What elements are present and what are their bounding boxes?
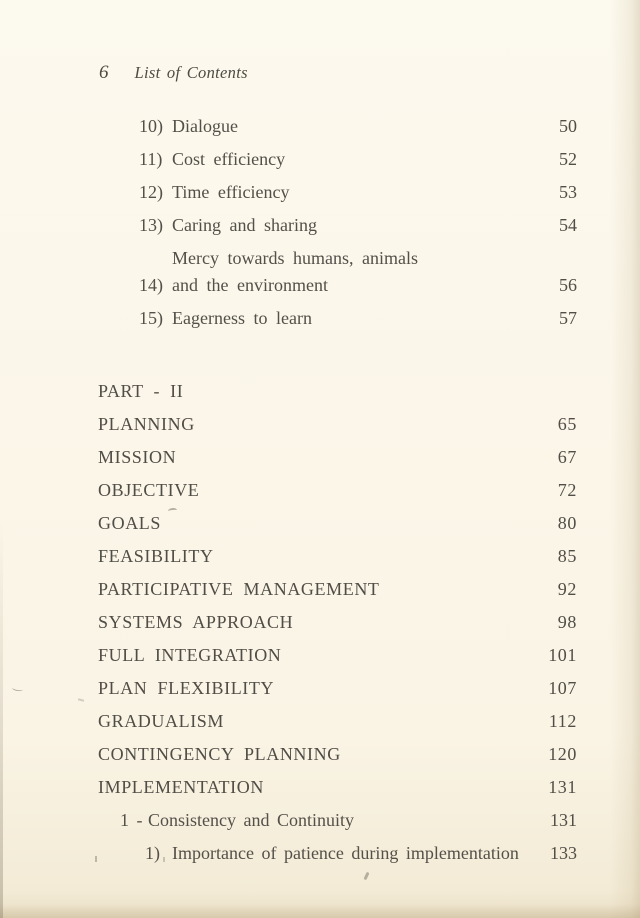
entry-label: Time efficiency [172, 182, 290, 202]
entry-label: FEASIBILITY [98, 546, 214, 566]
entry-page-number: 107 [548, 678, 577, 698]
entry-page-number: 72 [557, 480, 577, 500]
toc-entry [98, 573, 577, 606]
part-heading [98, 375, 577, 408]
toc-entry [98, 507, 577, 540]
entry-page-number: 112 [548, 711, 577, 731]
toc-entry [145, 837, 577, 870]
entry-label: PLAN FLEXIBILITY [98, 678, 275, 698]
entry-label: OBJECTIVE [98, 480, 200, 500]
toc-entry [98, 672, 577, 705]
entry-page-number: 85 [557, 546, 577, 566]
entry-page-number: 50 [559, 116, 577, 136]
toc-entry [98, 606, 577, 639]
entry-page-number: 53 [559, 182, 577, 202]
entry-page-number: 57 [559, 308, 577, 328]
toc-entry [120, 804, 577, 837]
toc-entry [98, 705, 577, 738]
toc-entry [98, 771, 577, 804]
entry-label: PARTICIPATIVE MANAGEMENT [98, 579, 380, 599]
entry-page-number: 120 [548, 744, 577, 764]
entry-label: CONTINGENCY PLANNING [98, 744, 341, 764]
entry-label: SYSTEMS APPROACH [98, 612, 294, 632]
running-title: List of Contents [134, 63, 248, 82]
toc-entry [98, 441, 577, 474]
entry-number: 13) [139, 215, 163, 235]
entry-page-number: 101 [548, 645, 577, 665]
entry-page-number: 80 [557, 513, 577, 533]
entry-number: 1 - [120, 810, 143, 830]
entry-page-number: 92 [557, 579, 577, 599]
entry-page-number: 56 [559, 275, 577, 295]
scan-shadow-right [610, 0, 640, 918]
toc-entry [139, 110, 577, 143]
table-of-contents [98, 110, 577, 870]
toc-entry [98, 738, 577, 771]
toc-entry [139, 143, 577, 176]
entry-page-number: 131 [548, 777, 577, 797]
entry-label: GRADUALISM [98, 711, 225, 731]
entry-number: 10) [139, 116, 163, 136]
toc-entry [98, 540, 577, 573]
toc-entry [98, 408, 577, 441]
scan-artifact [12, 685, 24, 692]
entry-page-number: 98 [557, 612, 577, 632]
toc-entry [139, 242, 577, 302]
entry-label: GOALS [98, 513, 162, 533]
entry-label-line1: Mercy towards humans, animals [172, 248, 418, 268]
entry-page-number: 131 [550, 810, 577, 830]
entry-label: IMPLEMENTATION [98, 777, 264, 797]
entry-number: 15) [139, 308, 163, 328]
entry-label: Caring and sharing [172, 215, 317, 235]
page-header [99, 62, 248, 84]
entry-page-number: 67 [557, 447, 577, 467]
toc-entry [139, 302, 577, 335]
entry-label: PLANNING [98, 414, 195, 434]
entry-label: Cost efficiency [172, 149, 286, 169]
entry-page-number: 52 [559, 149, 577, 169]
entry-number: 11) [139, 149, 163, 169]
scan-artifact [78, 698, 84, 701]
toc-entry [139, 176, 577, 209]
entry-label [172, 245, 533, 299]
toc-entry [98, 474, 577, 507]
scan-shadow-bottom [0, 904, 640, 918]
entry-number: 12) [139, 182, 163, 202]
scan-shadow-left [0, 520, 3, 918]
entry-page-number: 133 [550, 843, 577, 863]
entry-page-number: 54 [559, 215, 577, 235]
part-heading-label: PART - II [98, 381, 184, 401]
toc-entry [98, 639, 577, 672]
entry-label: Eagerness to learn [172, 308, 312, 328]
entry-label: Consistency and Continuity [148, 810, 354, 830]
entry-label: FULL INTEGRATION [98, 645, 282, 665]
entry-page-number: 65 [557, 414, 577, 434]
entry-label-line2: and the environment [172, 275, 328, 295]
scan-artifact [363, 872, 369, 881]
entry-number: 1) [145, 843, 160, 863]
entry-label: MISSION [98, 447, 177, 467]
entry-label: Dialogue [172, 116, 238, 136]
entry-label: Importance of patience during implementation [172, 843, 519, 863]
scan-artifact [95, 856, 97, 862]
toc-entry [139, 209, 577, 242]
entry-number: 14) [139, 275, 163, 295]
folio-number: 6 [99, 62, 109, 83]
